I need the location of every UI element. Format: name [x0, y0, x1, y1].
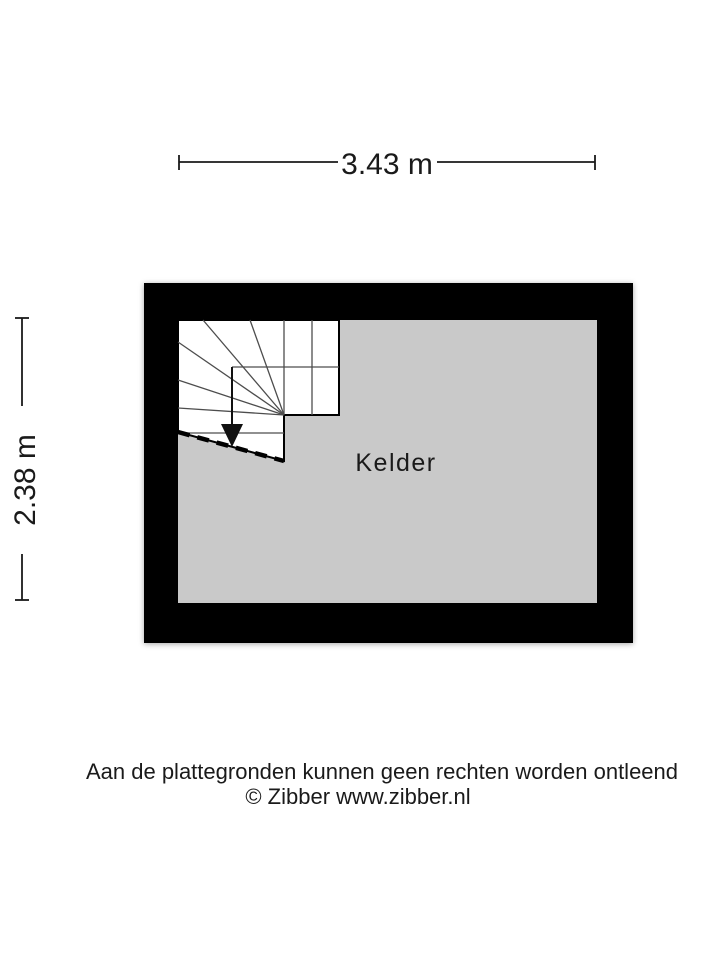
height-dimension [9, 318, 42, 600]
room-label: Kelder [355, 449, 437, 477]
disclaimer-text: Aan de plattegronden kunnen geen rechten worden ontleend [85, 759, 679, 784]
floor-plan [144, 283, 633, 643]
width-dimension [179, 148, 595, 181]
width-dimension-label: 3.43 m [341, 148, 433, 181]
footer [86, 759, 678, 809]
copyright-text: © Zibber www.zibber.nl [245, 784, 471, 809]
height-dimension-label: 2.38 m [9, 434, 42, 526]
